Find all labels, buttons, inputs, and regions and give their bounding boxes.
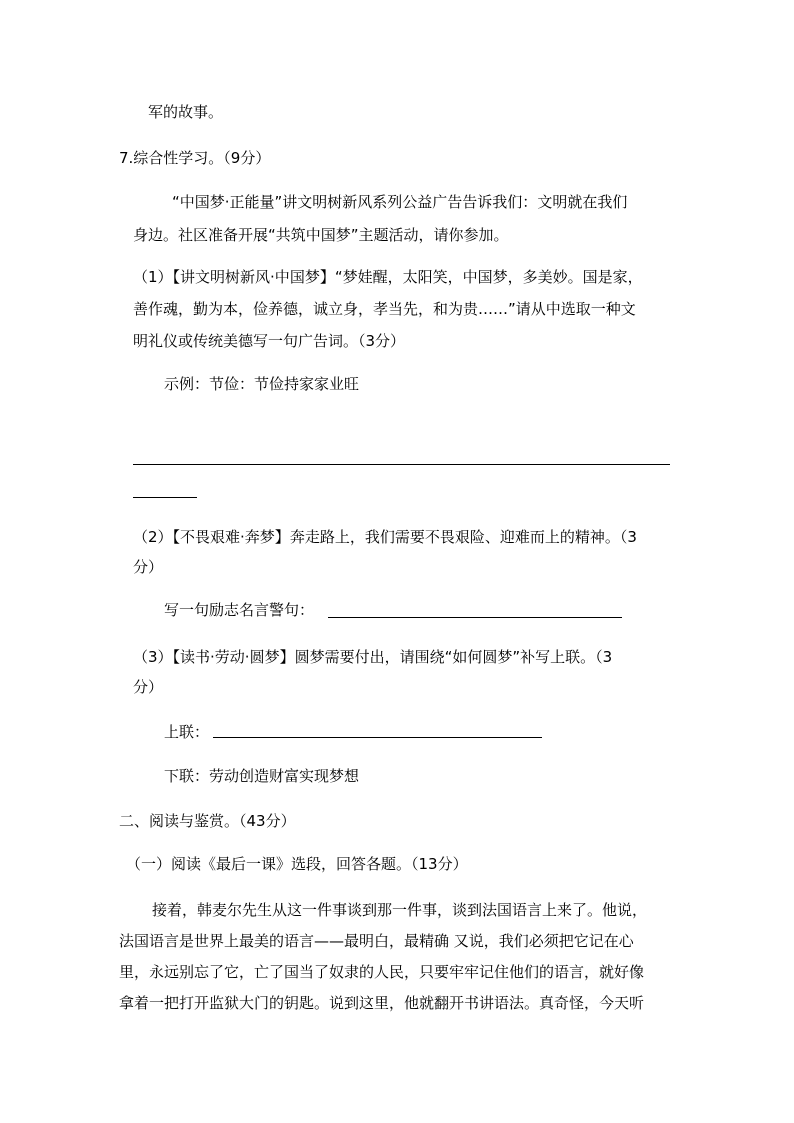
passage-line: 法国语言是世界上最美的语言——最明白，最精确 又说，我们必须把它记在心 xyxy=(119,932,634,950)
text-line: 分） xyxy=(133,678,164,696)
text-line: 身边。社区准备开展“共筑中国梦”主题活动，请你参加。 xyxy=(133,226,509,244)
passage-line: 接着，韩麦尔先生从这一件事谈到那一件事，谈到法国语言上来了。他说， xyxy=(152,901,648,919)
text-line: 善作魂，勤为本，俭养德，诚立身，孝当先，和为贵……”请从中选取一种文 xyxy=(133,300,636,318)
answer-prompt: 写一句励志名言警句： xyxy=(164,601,315,619)
text-line: 军的故事。 xyxy=(148,103,224,121)
text-line: “中国梦·正能量”讲文明树新风系列公益广告告诉我们：文明就在我们 xyxy=(172,193,628,211)
text-line: 分） xyxy=(133,558,164,576)
section-subheading: （一）阅读《最后一课》选段，回答各题。（13分） xyxy=(126,855,468,873)
text-line: 明礼仪或传统美德写一句广告词。（3分） xyxy=(133,332,406,350)
answer-prompt: 上联： xyxy=(164,723,210,741)
text-line: 下联：劳动创造财富实现梦想 xyxy=(164,767,360,785)
subquestion-2: （2）【不畏艰难·奔梦】奔走路上，我们需要不畏艰险、迎难而上的精神。（3 xyxy=(133,528,637,546)
answer-line[interactable] xyxy=(133,464,670,465)
example-line: 示例：节俭：节俭持家家业旺 xyxy=(164,375,360,393)
subquestion-3: （3）【读书·劳动·圆梦】圆梦需要付出，请围绕“如何圆梦”补写上联。（3 xyxy=(133,648,613,666)
subquestion-1: （1）【讲文明树新风·中国梦】“梦娃醒，太阳笑，中国梦，多美妙。国是家， xyxy=(133,268,643,286)
question-7-heading: 7.综合性学习。（9分） xyxy=(119,149,271,167)
answer-line[interactable] xyxy=(213,737,542,738)
passage-line: 拿着一把打开监狱大门的钥匙。说到这里，他就翻开书讲语法。真奇怪，今天听 xyxy=(119,994,645,1012)
passage-line: 里，永远别忘了它，亡了国当了奴隶的人民，只要牢牢记住他们的语言，就好像 xyxy=(119,963,645,981)
answer-line[interactable] xyxy=(328,617,622,618)
section-heading: 二、阅读与鉴赏。（43分） xyxy=(119,812,296,830)
answer-line[interactable] xyxy=(133,497,197,498)
